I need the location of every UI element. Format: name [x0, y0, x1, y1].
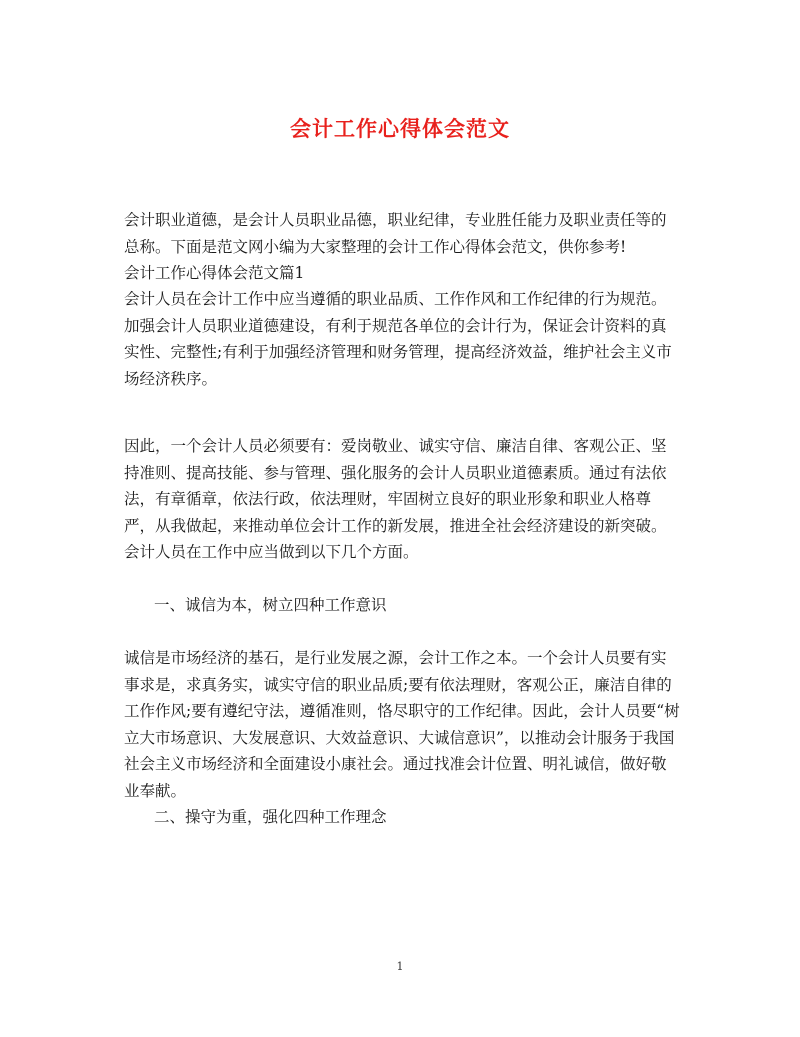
paragraph-2: 因此，一个会计人员必须要有：爱岗敬业、诚实守信、廉洁自律、客观公正、坚持准则、提高技能、参与管理、强化服务的会计人员职业道德素质。通过有法依法，有章循章，依法行政，依法理财，牢固树立良好的职业形象和职业人格尊严，从我做起，来推动单位会计工作的新发展，推进全社会经济建设的新突破。会计人员在工作中应当做到以下几个方面。: [124, 437, 667, 561]
subheading-2: 二、操守为重，强化四种工作理念: [154, 808, 387, 826]
subheading-1: 一、诚信为本，树立四种工作意识: [154, 596, 387, 614]
section-title: 会计工作心得体会范文篇1: [124, 264, 305, 282]
intro-paragraph: 会计职业道德，是会计人员职业品德，职业纪律，专业胜任能力及职业责任等的总称。下面是范文网小编为大家整理的会计工作心得体会范文，供你参考!: [124, 211, 667, 256]
document-title: 会计工作心得体会范文: [290, 116, 510, 141]
page-number: 1: [396, 960, 404, 973]
paragraph-3: 诚信是市场经济的基石，是行业发展之源，会计工作之本。一个会计人员要有实事求是，求真务实，诚实守信的职业品质;要有依法理财，客观公正，廉洁自律的工作作风;要有遵纪守法，遵循准则，恪尽职守的工作纪律。因此，会计人员要“树立大市场意识、大发展意识、大效益意识、大诚信意识”，以推动会计服务于我国社会主义市场经济和全面建设小康社会。通过找准会计位置、明礼诚信，做好敬业奉献。: [124, 649, 680, 800]
paragraph-1: 会计人员在会计工作中应当遵循的职业品质、工作作风和工作纪律的行为规范。加强会计人员职业道德建设，有利于规范各单位的会计行为，保证会计资料的真实性、完整性;有利于加强经济管理和财务管理，提高经济效益，维护社会主义市场经济秩序。: [124, 290, 672, 388]
